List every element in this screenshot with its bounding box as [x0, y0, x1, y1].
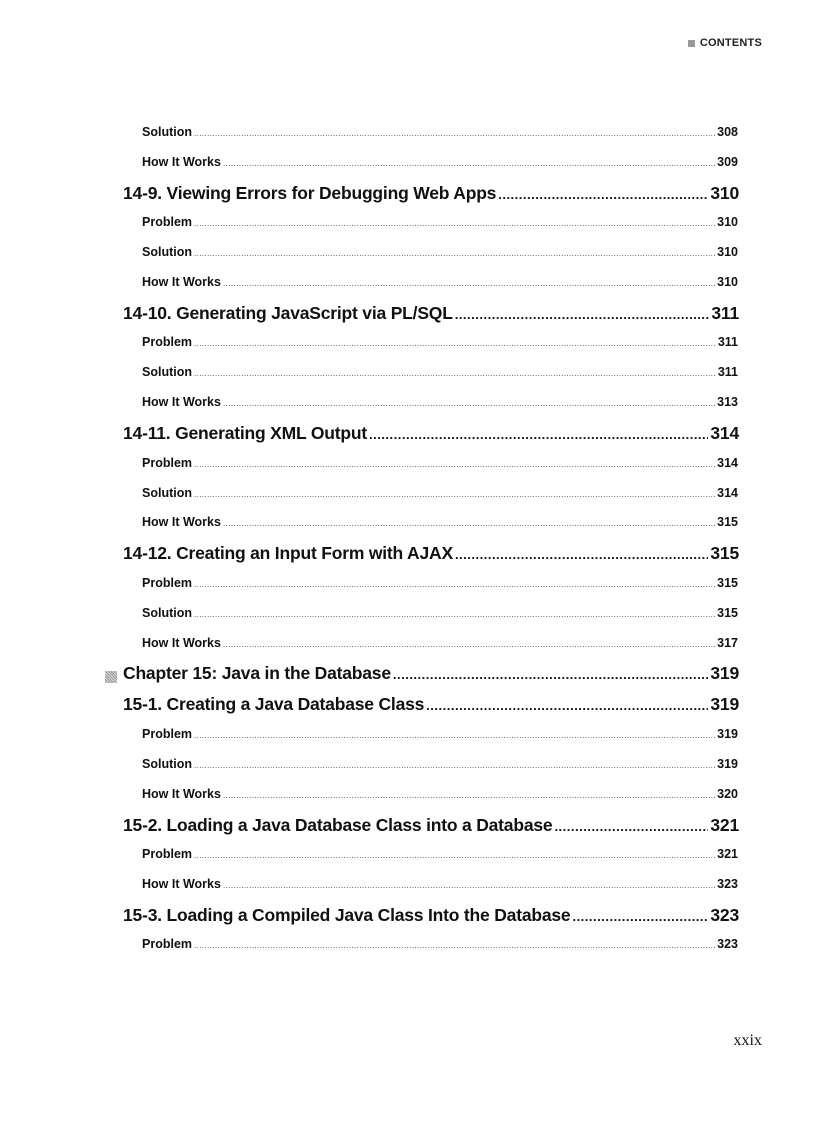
toc-section[interactable]	[0, 811, 816, 842]
toc-section-page: 319	[710, 694, 739, 715]
toc-section-page: 311	[711, 302, 739, 323]
toc-entry-title: Solution	[142, 245, 192, 260]
toc-section[interactable]	[0, 690, 816, 721]
dot-leader	[455, 307, 710, 322]
toc-entry-title: How It Works	[142, 515, 221, 530]
toc-entry-page: 313	[717, 395, 738, 410]
toc-section-title: 14-12. Creating an Input Form with AJAX	[123, 543, 453, 564]
toc-section-title: 15-2. Loading a Java Database Class into a Database	[123, 814, 553, 835]
toc-entry[interactable]	[0, 841, 816, 871]
toc-section-title: 14-11. Generating XML Output	[123, 423, 367, 444]
toc-entry-page: 321	[717, 847, 738, 862]
dot-leader	[223, 640, 715, 649]
toc-entry[interactable]	[0, 269, 816, 299]
running-header	[688, 37, 762, 49]
toc-entry-title: How It Works	[142, 395, 221, 410]
dot-leader	[223, 279, 715, 288]
toc-entry[interactable]	[0, 209, 816, 239]
toc-entry[interactable]	[0, 359, 816, 389]
toc-entry-title: How It Works	[142, 877, 221, 892]
toc-section-title: 15-1. Creating a Java Database Class	[123, 694, 425, 715]
toc-entry[interactable]	[0, 239, 816, 269]
toc-entry[interactable]	[0, 781, 816, 811]
toc-section[interactable]	[0, 901, 816, 932]
toc-entry-page: 317	[717, 635, 738, 650]
toc-entry[interactable]	[0, 450, 816, 480]
toc-entry-title: Problem	[142, 455, 193, 470]
dot-leader	[194, 941, 715, 950]
toc-chapter[interactable]	[0, 659, 816, 690]
toc-entry[interactable]	[0, 600, 816, 630]
table-of-contents	[0, 119, 816, 961]
toc-entry-page: 323	[717, 937, 738, 952]
dot-leader	[572, 909, 708, 924]
toc-entry-title: Problem	[142, 726, 193, 741]
dot-leader	[194, 369, 716, 378]
dot-leader	[194, 219, 715, 228]
toc-entry-title: Solution	[142, 485, 192, 500]
toc-section-page: 315	[710, 543, 739, 564]
dot-leader	[369, 427, 708, 442]
toc-entry-title: Problem	[142, 575, 193, 590]
dot-leader	[223, 881, 715, 890]
toc-entry-title: How It Works	[142, 786, 221, 801]
toc-entry-title: Solution	[142, 756, 192, 771]
toc-entry[interactable]	[0, 389, 816, 419]
toc-section-title: 14-10. Generating JavaScript via PL/SQL	[123, 302, 453, 323]
toc-entry-title: How It Works	[142, 275, 221, 290]
toc-entry-page: 315	[717, 515, 738, 530]
dot-leader	[223, 399, 715, 408]
toc-entry[interactable]	[0, 509, 816, 539]
toc-entry[interactable]	[0, 871, 816, 901]
toc-entry-page: 315	[717, 605, 738, 620]
header-label: CONTENTS	[699, 37, 762, 49]
toc-entry-title: How It Works	[142, 635, 221, 650]
chapter-square-icon	[105, 671, 117, 683]
dot-leader	[194, 249, 715, 258]
toc-entry-title: How It Works	[142, 154, 221, 169]
toc-section[interactable]	[0, 299, 816, 330]
toc-entry-page: 309	[717, 154, 738, 169]
dot-leader	[455, 547, 708, 562]
toc-entry-page: 310	[717, 275, 738, 290]
dot-leader	[393, 667, 709, 682]
dot-leader	[194, 731, 715, 740]
toc-entry-page: 310	[717, 215, 738, 230]
toc-section-page: 310	[710, 182, 739, 203]
dot-leader	[426, 698, 708, 713]
dot-leader	[223, 519, 715, 528]
toc-entry-title: Solution	[142, 365, 192, 380]
toc-entry-page: 320	[717, 786, 738, 801]
page-number: xxix	[733, 1032, 762, 1049]
dot-leader	[223, 791, 715, 800]
toc-entry-page: 311	[717, 335, 738, 350]
toc-entry[interactable]	[0, 931, 816, 961]
toc-chapter-title: Chapter 15: Java in the Database	[123, 663, 391, 684]
toc-entry[interactable]	[0, 751, 816, 781]
dot-leader	[194, 490, 715, 499]
toc-entry-page: 314	[717, 455, 738, 470]
dot-leader	[194, 129, 715, 138]
dot-leader	[498, 187, 708, 202]
toc-section-title: 14-9. Viewing Errors for Debugging Web Apps	[123, 182, 497, 203]
toc-section-title: 15-3. Loading a Compiled Java Class Into the Database	[123, 904, 571, 925]
header-square-icon	[688, 40, 695, 47]
toc-entry-page: 315	[717, 575, 738, 590]
dot-leader	[194, 610, 715, 619]
toc-entry-page: 314	[717, 485, 738, 500]
toc-entry-title: Problem	[142, 847, 193, 862]
toc-entry-title: Solution	[142, 605, 192, 620]
toc-section-page: 323	[710, 904, 739, 925]
toc-entry[interactable]	[0, 480, 816, 510]
toc-entry[interactable]	[0, 149, 816, 179]
toc-entry-page: 323	[717, 877, 738, 892]
dot-leader	[223, 159, 715, 168]
dot-leader	[194, 851, 715, 860]
toc-entry-page: 319	[717, 726, 738, 741]
toc-section[interactable]	[0, 179, 816, 210]
toc-entry-title: Problem	[142, 937, 193, 952]
toc-section-page: 321	[710, 814, 739, 835]
dot-leader	[194, 761, 715, 770]
dot-leader	[194, 460, 715, 469]
dot-leader	[194, 580, 715, 589]
toc-entry-page: 311	[717, 365, 738, 380]
dot-leader	[554, 819, 708, 834]
toc-section[interactable]	[0, 419, 816, 450]
dot-leader	[194, 339, 716, 348]
toc-section[interactable]	[0, 539, 816, 570]
toc-entry[interactable]	[0, 721, 816, 751]
toc-entry-page: 319	[717, 756, 738, 771]
toc-entry-title: Problem	[142, 215, 193, 230]
toc-entry[interactable]	[0, 329, 816, 359]
toc-chapter-page: 319	[710, 663, 739, 684]
toc-entry[interactable]	[0, 630, 816, 660]
toc-entry-page: 310	[717, 245, 738, 260]
toc-entry-title: Problem	[142, 335, 193, 350]
toc-entry[interactable]	[0, 570, 816, 600]
toc-entry[interactable]	[0, 119, 816, 149]
toc-section-page: 314	[710, 423, 739, 444]
toc-entry-title: Solution	[142, 125, 192, 139]
toc-entry-page: 308	[717, 125, 738, 139]
